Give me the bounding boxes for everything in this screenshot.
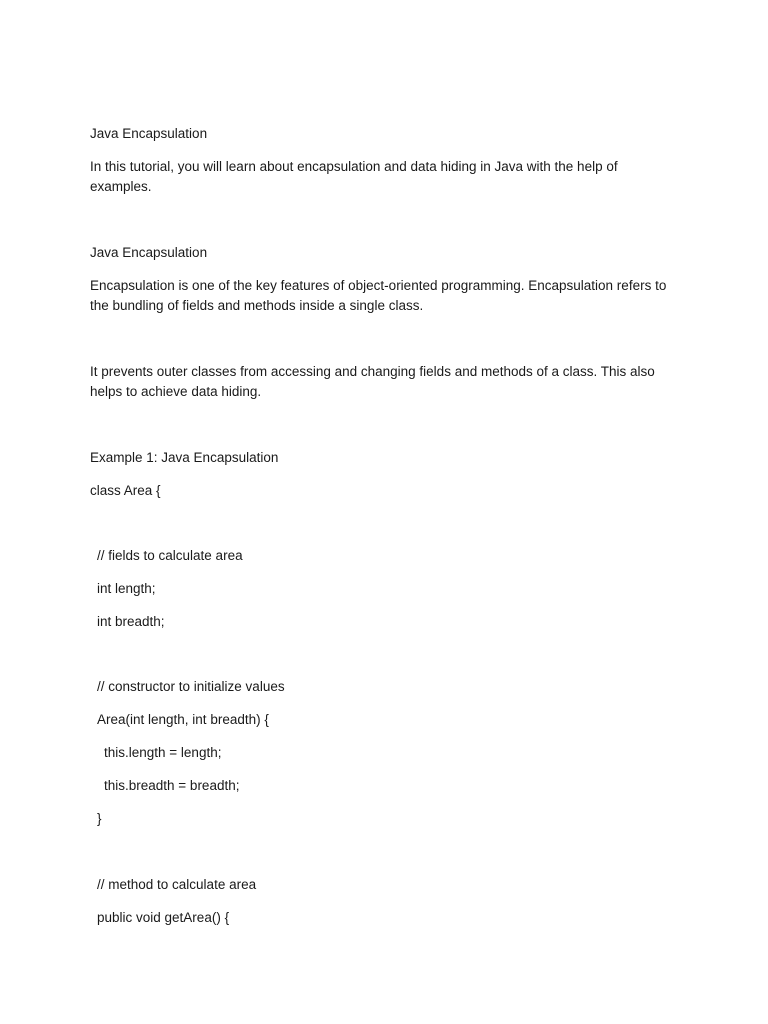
code-line: this.length = length; xyxy=(104,745,222,760)
code-line: int breadth; xyxy=(97,614,165,629)
code-line: this.breadth = breadth; xyxy=(104,778,240,793)
code-comment: // fields to calculate area xyxy=(97,548,243,563)
code-comment: // method to calculate area xyxy=(97,877,257,892)
code-comment: // constructor to initialize values xyxy=(97,679,285,694)
code-line: Area(int length, int breadth) { xyxy=(97,712,269,727)
code-line: int length; xyxy=(97,581,156,596)
document-title: Java Encapsulation xyxy=(90,126,208,141)
code-line: } xyxy=(97,811,102,826)
paragraph-data-hiding: It prevents outer classes from accessing and changing fields and methods of a class. This also helps to achieve data hiding. xyxy=(90,364,659,399)
section-heading: Java Encapsulation xyxy=(90,245,208,260)
paragraph-encapsulation-definition: Encapsulation is one of the key features of object-oriented programming. Encapsulation refers to the bundling of fields and methods inside a single class. xyxy=(90,278,671,313)
code-line: public void getArea() { xyxy=(97,910,230,925)
example-heading: Example 1: Java Encapsulation xyxy=(90,450,279,465)
code-line: class Area { xyxy=(90,483,161,498)
intro-paragraph: In this tutorial, you will learn about encapsulation and data hiding in Java with the help of examples. xyxy=(90,159,622,194)
